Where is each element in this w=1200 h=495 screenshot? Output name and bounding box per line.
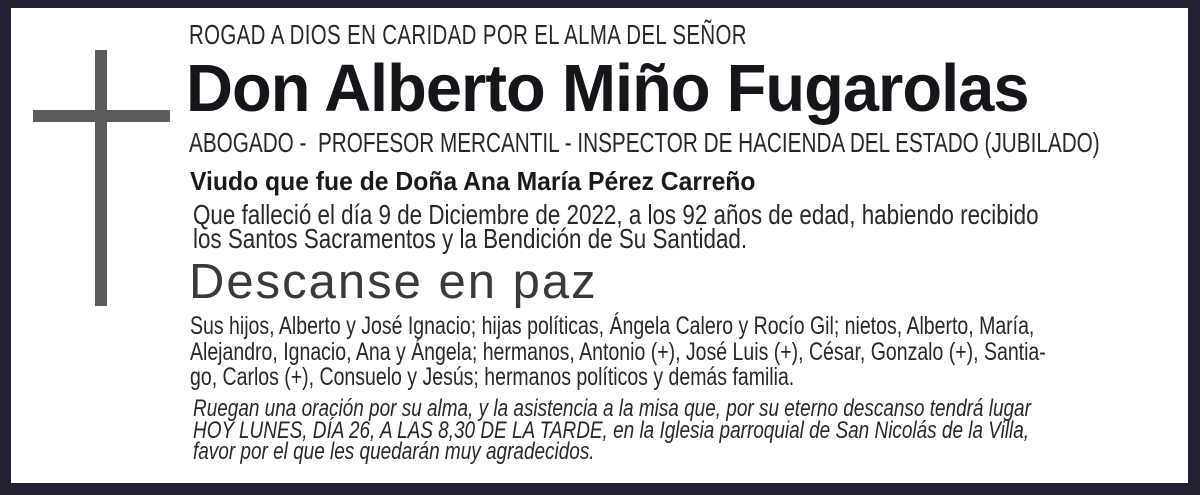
invocation-text: ROGAD A DIOS EN CARIDAD POR EL ALMA DEL SEÑOR: [189, 19, 747, 50]
family-paragraph: [190, 314, 1200, 391]
widower-line: [190, 168, 785, 194]
invocation-line: [189, 21, 953, 49]
death-line-2: los Santos Sacramentos y la Bendición de Su Santidad.: [193, 223, 748, 254]
death-announcement: [193, 199, 1200, 254]
closing-line-1: Ruegan una oración por su alma, y la asistencia a la misa que, por su eterno descanso tendrá lugar: [193, 395, 1031, 422]
rest-in-peace-text: Descanse en paz: [189, 255, 598, 309]
family-line-2: Alejandro, Ignacio, Ana y Ángela; hermanos, Antonio (+), José Luis (+), César, Gonzalo (+), Santia-: [190, 337, 1046, 366]
closing-line-3: favor por el que les quedarán muy agradecidos.: [193, 438, 595, 465]
widower-text: Viudo que fue de Doña Ana María Pérez Carreño: [190, 166, 756, 196]
closing-paragraph: [193, 395, 1200, 465]
deceased-name-text: Don Alberto Miño Fugarolas: [186, 51, 1029, 126]
family-line-3: go, Carlos (+), Consuelo y Jesús; hermanos políticos y demás familia.: [190, 363, 795, 391]
professional-titles-text: ABOGADO - PROFESOR MERCANTIL - INSPECTOR DE HACIENDA DEL ESTADO (JUBILADO): [189, 127, 1100, 158]
family-line-1: Sus hijos, Alberto y José Ignacio; hijas políticas, Ángela Calero y Rocío Gil; nietos, Alberto, María,: [190, 312, 1035, 340]
closing-line-2: HOY LUNES, DÍA 26, A LAS 8,30 DE LA TARDE, en la Iglesia parroquial de San Nicolás de la Villa,: [193, 416, 1030, 444]
death-line-1: Que falleció el día 9 de Diciembre de 2022, a los 92 años de edad, habiendo recibido: [193, 199, 1039, 230]
professional-titles: [189, 129, 1200, 157]
deceased-name: [186, 51, 1055, 126]
cross-horizontal-bar: [33, 110, 170, 122]
rest-in-peace-line: [189, 255, 598, 309]
cross-vertical-bar: [95, 50, 107, 306]
